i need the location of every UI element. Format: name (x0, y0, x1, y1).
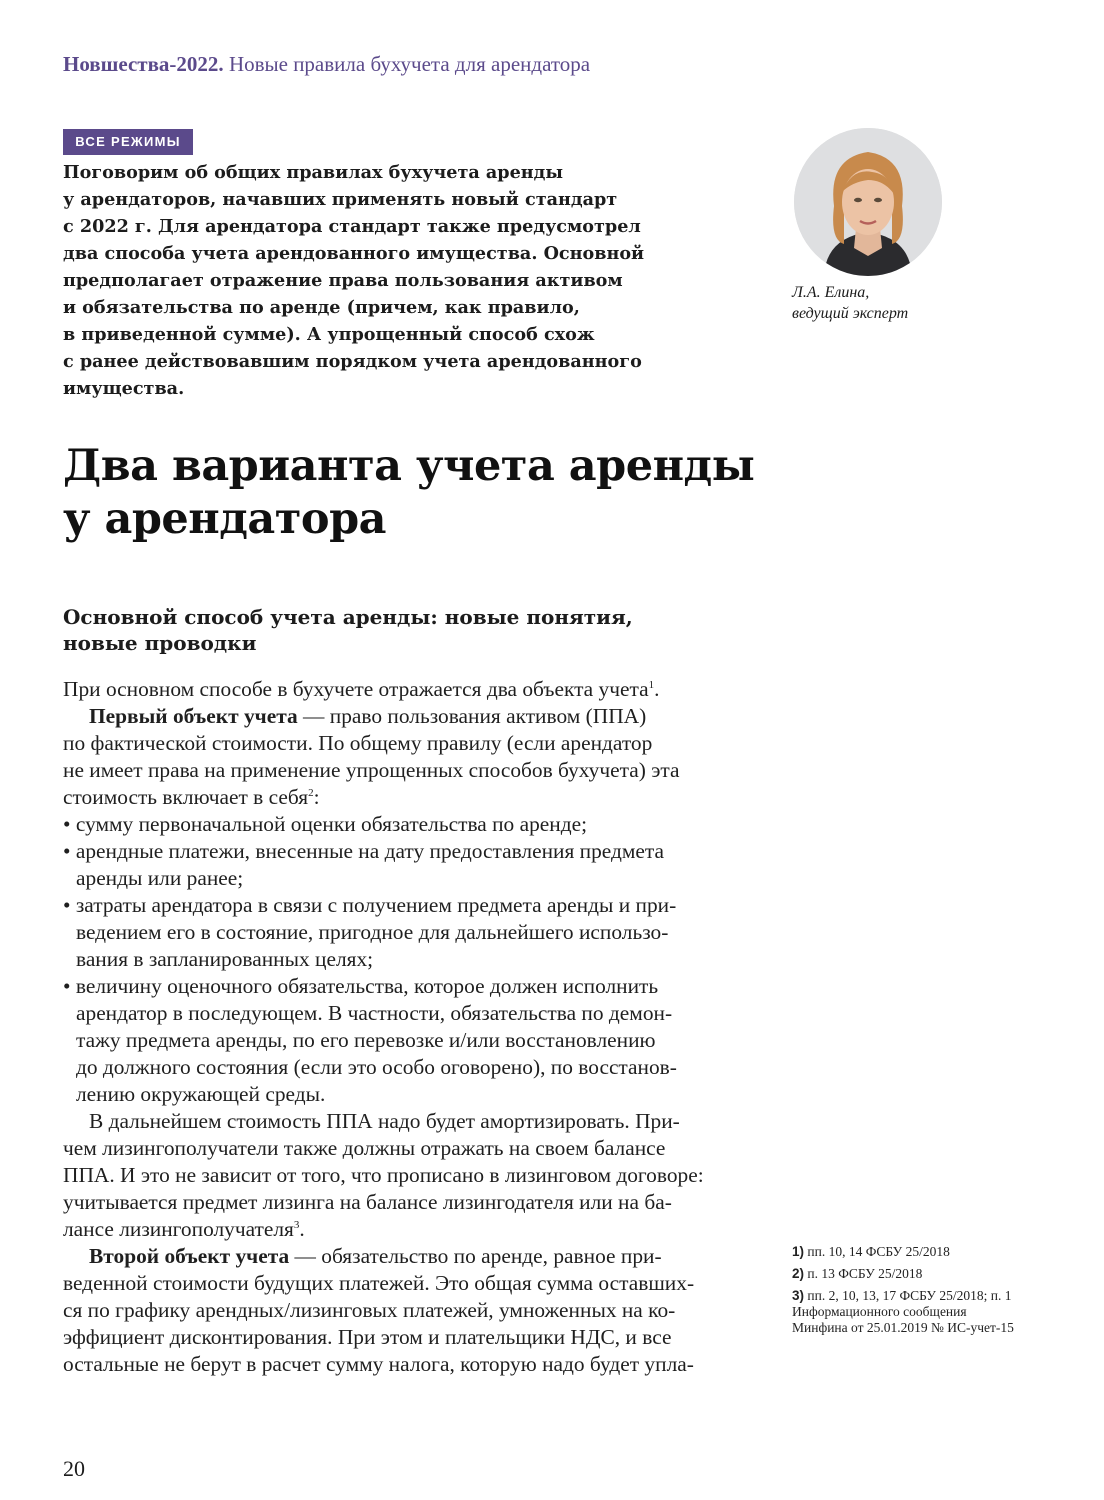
bullet-continuation: лению окружающей среды. (76, 1082, 326, 1106)
section-heading (63, 604, 633, 656)
page-number: 20 (63, 1456, 85, 1481)
body-line: чем лизингополучатели также должны отражать на своем балансе (63, 1136, 666, 1160)
bullet-continuation: ведением его в состояние, пригодное для дальнейшего использо- (76, 920, 669, 944)
lead-line: предполагает отражение права пользования активом (63, 270, 623, 291)
lead-line: имущества. (63, 378, 185, 399)
body-line: веденной стоимости будущих платежей. Это общая сумма оставших- (63, 1271, 695, 1295)
bullet-icon: • (63, 812, 71, 836)
lead-line: в приведенной сумме). А упрощенный способ схож (63, 324, 595, 345)
running-head (63, 52, 590, 77)
author-photo (794, 128, 942, 276)
bullet-continuation: вания в запланированных целях; (76, 947, 374, 971)
bullet-icon: • (63, 893, 71, 917)
lead-line: у арендаторов, начавших применять новый стандарт (63, 189, 618, 210)
bullet-item: • арендные платежи, внесенные на дату предоставления предмета (63, 839, 665, 863)
first-object-term: Первый объект учета (89, 704, 298, 728)
body-line: При основном способе в бухучете отражается два объекта учета$^1$. (63, 677, 660, 701)
footnotes (792, 1244, 1022, 1342)
footnote-number: 3) (792, 1288, 805, 1303)
section-heading-line: новые проводки (63, 631, 257, 655)
body-line: Второй объект учета — обязательство по аренде, равное при- (89, 1244, 662, 1268)
body-line: не имеет права на применение упрощенных способов бухучета) эта (63, 758, 680, 782)
body-line: учитывается предмет лизинга на балансе лизингодателя или на ба- (63, 1190, 672, 1214)
footnote-number: 2) (792, 1266, 805, 1281)
bullet-icon: • (63, 974, 71, 998)
section-subtitle: Новые правила бухучета для арендатора (228, 52, 591, 76)
bullet-icon: • (63, 839, 71, 863)
bullet-item: • затраты арендатора в связи с получением предмета аренды и при- (63, 893, 677, 917)
lead-paragraph (63, 159, 733, 402)
title-line: Два варианта учета аренды (63, 441, 755, 491)
bullet-item: • сумму первоначальной оценки обязательства по аренде; (63, 812, 588, 836)
body-line: ся по графику арендных/лизинговых платежей, умноженных на ко- (63, 1298, 676, 1322)
author-role: ведущий эксперт (792, 305, 909, 322)
section-name: Новшества-2022. (63, 52, 224, 76)
footnote-ref: 1 (648, 678, 655, 691)
article-title (63, 440, 754, 546)
section-heading-line: Основной способ учета аренды: новые понятия, (63, 605, 633, 629)
body-line: остальные не берут в расчет сумму налога, которую надо будет упла- (63, 1352, 694, 1376)
second-object-term: Второй объект учета (89, 1244, 290, 1268)
title-line: у арендатора (63, 494, 387, 544)
footnote-ref: 3 (293, 1218, 300, 1231)
article-body (63, 676, 753, 1378)
body-line: В дальнейшем стоимость ППА надо будет амортизировать. При- (89, 1109, 680, 1133)
body-line: эффициент дисконтирования. При этом и плательщики НДС, и все (63, 1325, 672, 1349)
body-line: по фактической стоимости. По общему правилу (если арендатор (63, 731, 653, 755)
author-name: Л.А. Елина, (792, 284, 870, 301)
footnote-text: п. 13 ФСБУ 25/2018 (807, 1266, 923, 1281)
author-caption (792, 282, 908, 324)
footnote-text: пп. 10, 14 ФСБУ 25/2018 (807, 1244, 950, 1259)
lead-line: Поговорим об общих правилах бухучета аренды (63, 162, 564, 183)
footnote (792, 1288, 1022, 1336)
body-line: ППА. И это не зависит от того, что прописано в лизинговом договоре: (63, 1163, 704, 1187)
lead-line: два способа учета арендованного имущества. Основной (63, 243, 645, 264)
footnote (792, 1244, 1022, 1260)
footnote-text: пп. 2, 10, 13, 17 ФСБУ 25/2018; п. 1 Информационного сообщения Минфина от 25.01.2019 № ИС-учет-15 (792, 1288, 1014, 1335)
bullet-item: • величину оценочного обязательства, которое должен исполнить (63, 974, 659, 998)
footnote-number: 1) (792, 1244, 805, 1259)
bullet-continuation: аренды или ранее; (76, 866, 244, 890)
bullet-continuation: арендатор в последующем. В частности, обязательства по демон- (76, 1001, 673, 1025)
author-portrait-icon (794, 128, 942, 276)
body-line: лансе лизингополучателя$^3$. (63, 1217, 305, 1241)
lead-line: с 2022 г. Для арендатора стандарт также предусмотрел (63, 216, 641, 237)
footnote (792, 1266, 1022, 1282)
lead-line: с ранее действовавшим порядком учета арендованного (63, 351, 642, 372)
regime-badge: ВСЕ РЕЖИМЫ (63, 129, 193, 155)
body-line: Первый объект учета — право пользования активом (ППА) (89, 704, 647, 728)
bullet-continuation: тажу предмета аренды, по его перевозке и/или восстановлению (76, 1028, 656, 1052)
footnote-ref: 2 (308, 786, 314, 799)
body-line: стоимость включает в себя$^2$: (63, 785, 320, 809)
bullet-continuation: до должного состояния (если это особо оговорено), по восстанов- (76, 1055, 677, 1079)
lead-line: и обязательства по аренде (причем, как правило, (63, 297, 580, 318)
